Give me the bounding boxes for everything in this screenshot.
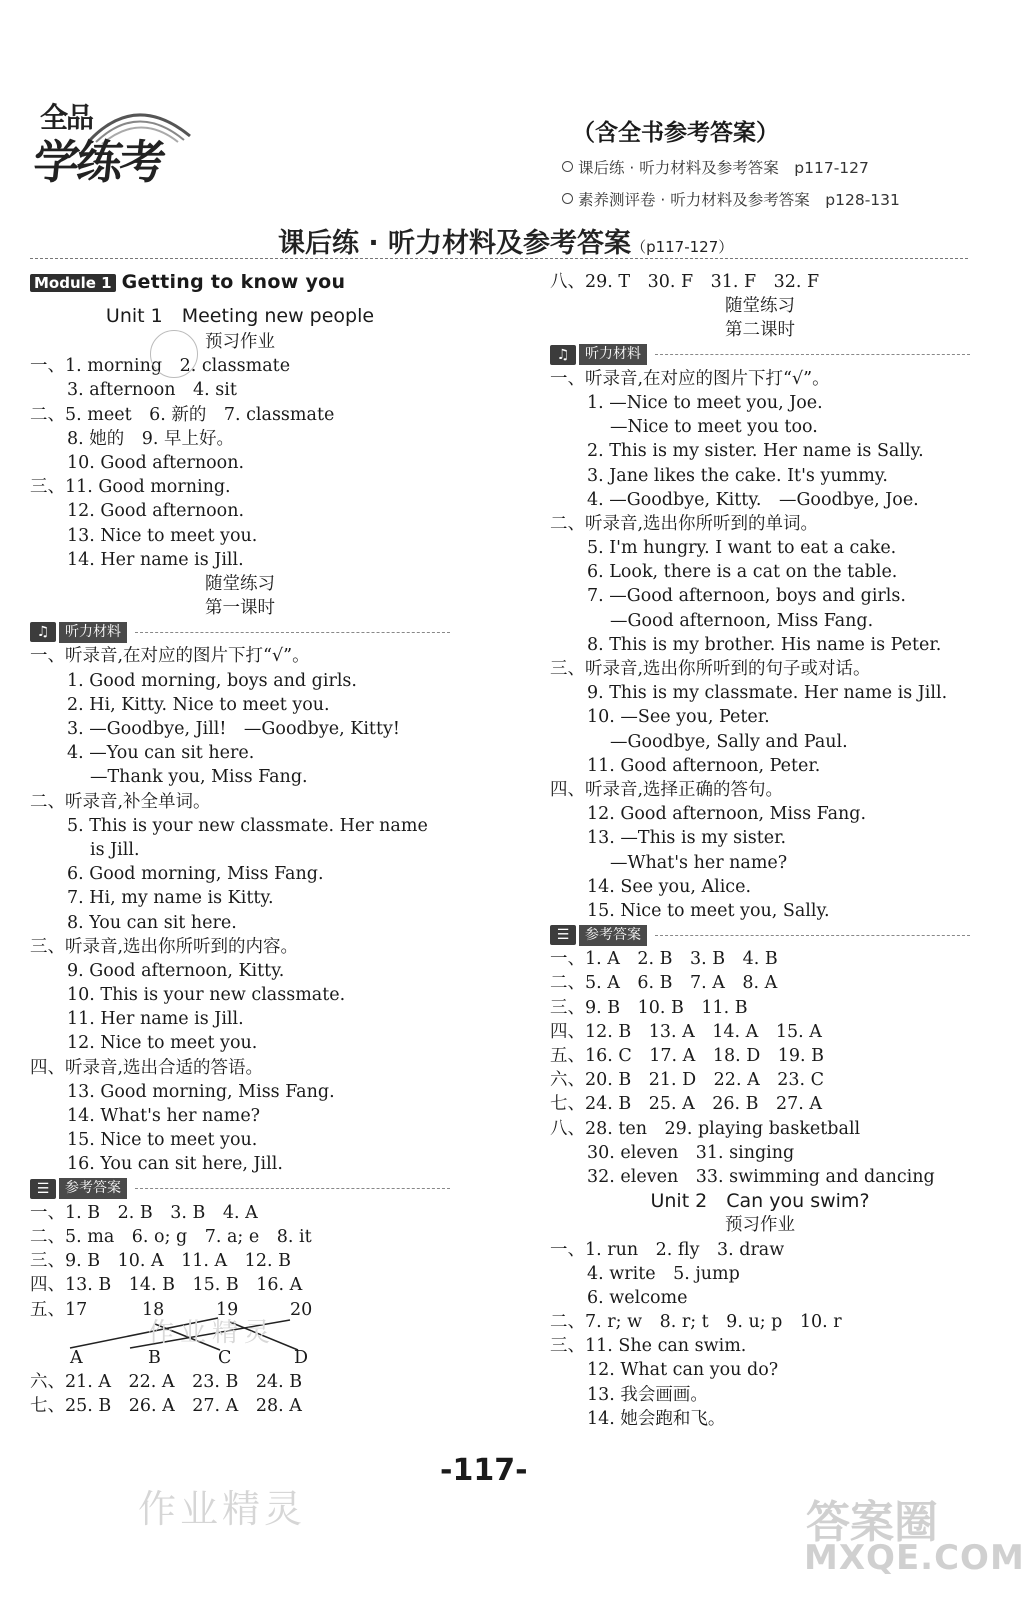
- text-line: 13. Nice to meet you.: [67, 525, 258, 546]
- header-line-1: 课后练 · 听力材料及参考答案 p117-127: [562, 156, 869, 178]
- text-line: 4. —Goodbye, Kitty. —Goodbye, Joe.: [587, 489, 919, 510]
- answer-list-icon: ☰: [30, 1179, 56, 1199]
- text-line: 七、25. B 26. A 27. A 28. A: [30, 1395, 302, 1416]
- stamp-mark: [150, 330, 198, 378]
- page-title: 课后练 · 听力材料及参考答案（p117-127）: [278, 228, 734, 259]
- match-letter-a: A: [70, 1347, 83, 1368]
- text-line: 16. You can sit here, Jill.: [67, 1154, 283, 1175]
- text-line: 二、7. r; w 8. r; t 9. u; p 10. r: [550, 1312, 842, 1333]
- text-line: 7. Hi, my name is Kitty.: [67, 888, 274, 909]
- text-line: —Thank you, Miss Fang.: [90, 767, 308, 788]
- left-answers-list: [30, 1201, 450, 1298]
- text-line: is Jill.: [90, 839, 140, 860]
- text-line: 一、听录音,在对应的图片下打“√”。: [550, 368, 830, 389]
- text-line: 三、11. She can swim.: [550, 1336, 747, 1357]
- text-line: 4. write 5. jump: [587, 1263, 740, 1284]
- text-line: 三、听录音,选出你所听到的内容。: [30, 936, 299, 957]
- text-line: 七、24. B 25. A 26. B 27. A: [550, 1094, 823, 1115]
- match-letter-b: B: [148, 1347, 161, 1368]
- circle-bullet-icon: [562, 161, 573, 172]
- lesson2-heading: 第二课时: [725, 320, 795, 341]
- unit1-title: Unit 1 Meeting new people: [105, 305, 375, 327]
- text-line: 二、听录音,补全单词。: [30, 791, 211, 812]
- text-line: 3. afternoon 4. sit: [67, 380, 237, 401]
- left-preview-list: [30, 354, 450, 572]
- text-line: 12. What can you do?: [587, 1360, 779, 1381]
- text-line: 12. Good afternoon.: [67, 501, 245, 522]
- logo-main-text: 学练考: [30, 135, 166, 189]
- logo-top-text: 全品: [40, 101, 93, 134]
- text-line: 五、16. C 17. A 18. D 19. B: [550, 1046, 824, 1066]
- text-line: 三、听录音,选出你所听到的句子或对话。: [550, 659, 871, 679]
- headphones-icon: ♫: [550, 345, 576, 365]
- text-line: 8. 她的 9. 早上好。: [67, 428, 235, 449]
- text-line: 11. Her name is Jill.: [67, 1009, 244, 1030]
- text-line: 2. This is my sister. Her name is Sally.: [587, 441, 924, 462]
- text-line: 9. This is my classmate. Her name is Jill.: [587, 683, 948, 704]
- header-line-2: 素养测评卷 · 听力材料及参考答案 p128-131: [562, 188, 900, 210]
- text-line: 二、5. ma 6. o; g 7. a; e 8. it: [30, 1226, 312, 1247]
- right-top-answer: 八、29. T 30. F 31. F 32. F: [550, 272, 820, 292]
- text-line: 8. You can sit here.: [67, 912, 237, 933]
- text-line: 六、21. A 22. A 23. B 24. B: [30, 1371, 303, 1392]
- text-line: 6. Good morning, Miss Fang.: [67, 864, 324, 885]
- text-line: 一、1. morning 2. classmate: [30, 356, 291, 377]
- page-number: -117-: [440, 1453, 528, 1488]
- text-line: 6. welcome: [587, 1287, 688, 1308]
- text-line: 3. Jane likes the cake. It's yummy.: [587, 465, 888, 486]
- text-line: 13. Good morning, Miss Fang.: [67, 1081, 335, 1102]
- text-line: 四、13. B 14. B 15. B 16. A: [30, 1275, 303, 1296]
- text-line: 一、1. B 2. B 3. B 4. A: [30, 1202, 258, 1223]
- text-line: —Good afternoon, Miss Fang.: [610, 610, 874, 631]
- text-line: 二、听录音,选出你所听到的单词。: [550, 513, 819, 534]
- listening-section-header: ♫ 听力材料: [30, 620, 450, 644]
- text-line: 15. Nice to meet you.: [67, 1130, 258, 1151]
- text-line: 8. This is my brother. His name is Peter.: [587, 634, 942, 655]
- text-line: 四、听录音,选择正确的答句。: [550, 779, 784, 800]
- practice-heading: 随堂练习: [205, 573, 275, 594]
- match-number-18: 18: [142, 1299, 165, 1320]
- text-line: 10. Good afternoon.: [67, 452, 245, 473]
- right-listening-list: [550, 367, 970, 923]
- text-line: 15. Nice to meet you, Sally.: [587, 900, 830, 921]
- text-line: —Goodbye, Sally and Paul.: [610, 731, 848, 752]
- answer-list-icon: ☰: [550, 925, 576, 945]
- match-letter-c: C: [218, 1347, 232, 1368]
- left-listening-list: [30, 644, 450, 1176]
- text-line: 六、20. B 21. D 22. A 23. C: [550, 1070, 824, 1091]
- text-line: 7. —Good afternoon, boys and girls.: [587, 586, 906, 607]
- text-line: 八、28. ten 29. playing basketball: [550, 1118, 861, 1139]
- right-answers-list: [550, 947, 970, 1189]
- watermark-mid: 作业精灵: [148, 1318, 277, 1348]
- preview-heading-2: 预习作业: [725, 1215, 795, 1236]
- text-line: 5. I'm hungry. I want to eat a cake.: [587, 538, 897, 559]
- watermark-right-bottom: MXQE.COM: [804, 1538, 1025, 1578]
- lesson1-heading: 第一课时: [205, 598, 275, 619]
- answer-section-header-2: ☰ 参考答案: [550, 923, 970, 947]
- watermark-right-top: 答案圈: [806, 1497, 938, 1548]
- text-line: 1. Good morning, boys and girls.: [67, 670, 357, 691]
- text-line: 1. —Nice to meet you, Joe.: [587, 392, 823, 413]
- text-line: 10. —See you, Peter.: [587, 707, 770, 728]
- text-line: 11. Good afternoon, Peter.: [587, 755, 821, 776]
- practice-heading-2: 随堂练习: [725, 296, 795, 317]
- text-line: 四、12. B 13. A 14. A 15. A: [550, 1021, 822, 1042]
- left-column: [30, 270, 450, 1418]
- text-line: —What's her name?: [610, 852, 788, 873]
- text-line: 一、1. run 2. fly 3. draw: [550, 1239, 785, 1260]
- text-line: 4. —You can sit here.: [67, 743, 255, 764]
- unit2-title: Unit 2 Can you swim?: [650, 1190, 870, 1213]
- text-line: 三、11. Good morning.: [30, 477, 231, 498]
- module-heading: Module 1 Getting to know you: [30, 270, 450, 296]
- text-line: 三、9. B 10. B 11. B: [550, 997, 748, 1018]
- text-line: 13. —This is my sister.: [587, 828, 787, 849]
- text-line: 二、5. A 6. B 7. A 8. A: [550, 973, 778, 994]
- text-line: 6. Look, there is a cat on the table.: [587, 562, 898, 583]
- text-line: 三、9. B 10. A 11. A 12. B: [30, 1251, 291, 1272]
- match-number-20: 20: [290, 1299, 313, 1320]
- answer-section-header: ☰ 参考答案: [30, 1177, 450, 1201]
- text-line: 5. This is your new classmate. Her name: [67, 815, 428, 836]
- text-line: 14. Her name is Jill.: [67, 549, 244, 570]
- text-line: —Nice to meet you too.: [610, 417, 818, 438]
- text-line: 一、听录音,在对应的图片下打“√”。: [30, 646, 310, 667]
- right-column: [550, 270, 970, 1431]
- right-unit2-list: [550, 1238, 970, 1432]
- header-title: （含全书参考答案）: [572, 120, 779, 146]
- text-line: 2. Hi, Kitty. Nice to meet you.: [67, 694, 330, 715]
- text-line: 30. eleven 31. singing: [587, 1142, 795, 1163]
- text-line: 二、5. meet 6. 新的 7. classmate: [30, 404, 335, 425]
- text-line: 14. What's her name?: [67, 1106, 261, 1126]
- text-line: 四、听录音,选出合适的答语。: [30, 1057, 264, 1078]
- listening-section-header-2: ♫ 听力材料: [550, 343, 970, 367]
- match-number-19: 19: [216, 1299, 239, 1320]
- text-line: 12. Good afternoon, Miss Fang.: [587, 804, 867, 825]
- text-line: 13. 我会画画。: [587, 1384, 708, 1405]
- text-line: 14. See you, Alice.: [587, 876, 752, 897]
- text-line: 32. eleven 33. swimming and dancing: [587, 1166, 935, 1187]
- text-line: 9. Good afternoon, Kitty.: [67, 960, 285, 981]
- match-number-17: 五、17: [30, 1299, 88, 1320]
- circle-bullet-icon: [562, 193, 573, 204]
- text-line: 10. This is your new classmate.: [67, 985, 346, 1006]
- preview-heading: 预习作业: [205, 332, 275, 352]
- watermark-left: 作业精灵: [138, 1487, 307, 1531]
- text-line: 14. 她会跑和飞。: [587, 1408, 726, 1429]
- title-divider: [30, 258, 968, 259]
- text-line: 一、1. A 2. B 3. B 4. B: [550, 949, 778, 970]
- text-line: 3. —Goodbye, Jill! —Goodbye, Kitty!: [67, 719, 400, 739]
- match-letter-d: D: [294, 1347, 309, 1368]
- headphones-icon: ♫: [30, 622, 56, 642]
- text-line: 12. Nice to meet you.: [67, 1033, 258, 1054]
- left-answers-tail: [30, 1370, 450, 1418]
